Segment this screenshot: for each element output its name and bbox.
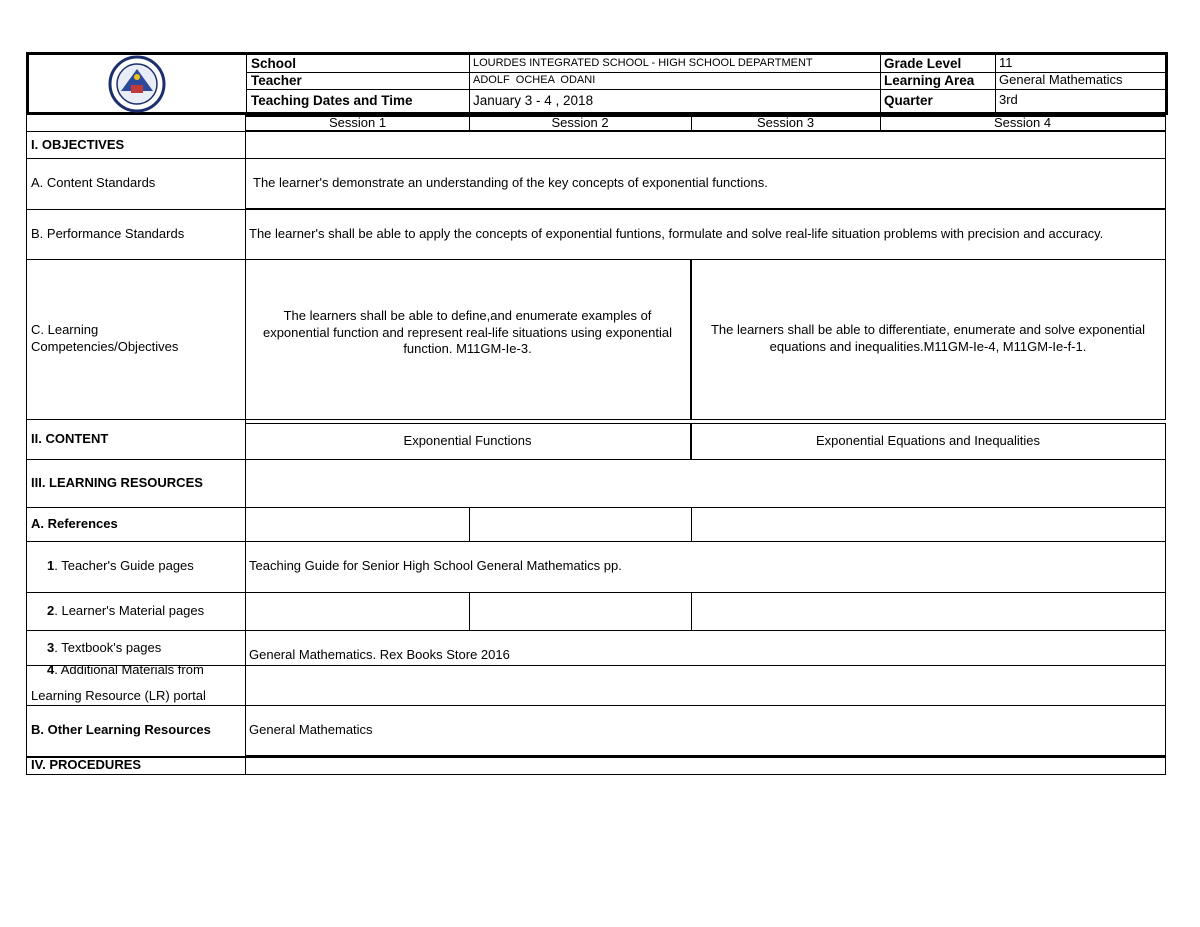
textbook-number: 3 xyxy=(47,640,55,655)
learners-material-number: 2 xyxy=(47,602,55,618)
teacher-label: Teacher xyxy=(246,72,470,90)
session-2-header: Session 2 xyxy=(469,115,692,132)
teachers-guide-label xyxy=(26,541,246,593)
teachers-guide-number: 1 xyxy=(47,558,55,574)
textbook-label xyxy=(26,630,246,666)
content-standards-label: A. Content Standards xyxy=(26,158,246,210)
additional-materials-value xyxy=(245,665,1166,706)
learners-material-label xyxy=(26,592,246,631)
additional-materials-number: 4 xyxy=(47,665,55,677)
competencies-left-value: The learners shall be able to define,and enumerate examples of exponential function and represent real-life situations using exponential function. M11GM-Ie-3. xyxy=(245,259,692,420)
additional-materials-label xyxy=(26,665,246,706)
learners-material-s3 xyxy=(691,592,1166,631)
performance-standards-label: B. Performance Standards xyxy=(26,209,246,260)
competencies-label: C. Learning Competencies/Objectives xyxy=(26,259,246,420)
objectives-value xyxy=(245,131,1166,159)
objectives-heading: I. OBJECTIVES xyxy=(26,131,246,159)
competencies-right-value: The learners shall be able to differentiate, enumerate and solve exponential equations and inequalities.M11GM-Ie-4, M11GM-Ie-f-1. xyxy=(691,259,1166,420)
other-resources-label: B. Other Learning Resources xyxy=(26,705,246,757)
content-heading: II. CONTENT xyxy=(26,419,246,460)
session-3-header: Session 3 xyxy=(691,115,881,132)
quarter-value: 3rd xyxy=(999,92,1018,108)
other-resources-value: General Mathematics xyxy=(245,705,1166,757)
grade-level-value: 11 xyxy=(995,55,1165,73)
quarter-label: Quarter xyxy=(880,89,996,112)
school-label: School xyxy=(246,55,470,73)
content-left-value: Exponential Functions xyxy=(245,424,692,460)
learners-material-s1 xyxy=(245,592,470,631)
session-1-header: Session 1 xyxy=(245,115,470,132)
additional-materials-line2: Learning Resource (LR) portal xyxy=(31,688,206,703)
school-seal-logo xyxy=(107,55,167,113)
learners-material-text: . Learner's Material pages xyxy=(54,602,205,618)
learning-area-label: Learning Area xyxy=(880,72,996,90)
session-4-header: Session 4 xyxy=(880,115,1166,132)
procedures-heading: IV. PROCEDURES xyxy=(26,756,246,775)
references-s2 xyxy=(469,507,692,542)
learning-area-value: General Mathematics xyxy=(995,72,1165,90)
school-value: LOURDES INTEGRATED SCHOOL - HIGH SCHOOL DEPARTMENT xyxy=(469,55,881,73)
references-s3 xyxy=(691,507,1166,542)
teachers-guide-value: Teaching Guide for Senior High School General Mathematics pp. xyxy=(245,541,1166,593)
learning-resources-value xyxy=(245,459,1166,508)
references-heading: A. References xyxy=(26,507,246,542)
teacher-value: ADOLF OCHEA ODANI xyxy=(469,72,881,90)
textbook-text: . Textbook's pages xyxy=(54,640,162,655)
teachers-guide-text: . Teacher's Guide pages xyxy=(54,558,194,574)
learners-material-s2 xyxy=(469,592,692,631)
session-row-left-blank xyxy=(26,115,246,132)
additional-materials-line1 xyxy=(47,665,204,677)
learning-resources-heading: III. LEARNING RESOURCES xyxy=(26,459,246,508)
references-s1 xyxy=(245,507,470,542)
teaching-dates-label: Teaching Dates and Time xyxy=(246,89,470,112)
content-standards-value: The learner's demonstrate an understanding of the key concepts of exponential functions. xyxy=(245,158,1166,210)
logo-cell xyxy=(26,52,246,115)
additional-materials-text: . Additional Materials from xyxy=(54,665,204,677)
grade-level-label: Grade Level xyxy=(880,55,996,73)
content-right-value: Exponential Equations and Inequalities xyxy=(691,424,1166,460)
textbook-value: General Mathematics. Rex Books Store 2016 xyxy=(245,630,1166,666)
procedures-value xyxy=(245,756,1166,775)
performance-standards-value: The learner's shall be able to apply the concepts of exponential funtions, formulate and solve real-life situation problems with precision and accuracy. xyxy=(245,209,1166,260)
teaching-dates-value: January 3 - 4 , 2018 xyxy=(469,89,881,112)
